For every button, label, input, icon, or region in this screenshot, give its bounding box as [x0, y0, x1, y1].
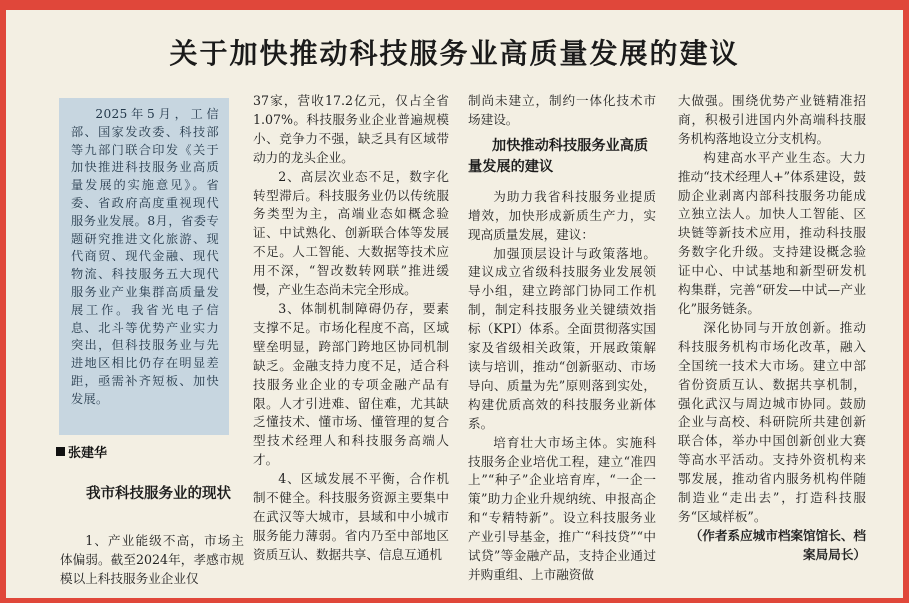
square-bullet-icon: [56, 447, 65, 456]
paragraph: 3、体制机制障碍仍存，要素支撑不足。市场化程度不高，区域壁垒明显，跨部门跨地区协同机制缺乏。金融支持力度不足，适合科技服务业企业的专项金融产品有限。人才引进难、留住难，尤其缺乏懂技术、懂市场、懂管理的复合型技术经理人和科技服务高端人才。: [253, 300, 449, 468]
column-4: [678, 92, 866, 565]
paragraph: 为助力我省科技服务业提质增效，加快形成新质生产力，实现高质量发展，建议：: [468, 188, 656, 242]
paragraph: 37家，营收17.2亿元，仅占全省1.07%。科技服务业企业普遍规模小、竞争力不强，缺乏具有区域带动力的龙头企业。: [253, 93, 449, 165]
author-name: 张建华: [68, 446, 108, 461]
paragraph: 构建高水平产业生态。大力推动“技术经理人+”体系建设，鼓励企业剥离内部科技服务功能成立独立法人。加快人工智能、区块链等新技术应用，推动科技服务数字化升级。支持建设概念验证中心、中试基地和新型研发机构集群，完善“研发—中试—产业化”服务链条。: [678, 149, 866, 316]
article-title: 关于加快推动科技服务业高质量发展的建议: [169, 37, 740, 70]
paragraph: 2、高层次业态不足，数字化转型滞后。科技服务业仍以传统服务类型为主，高端业态如概念验证、中试熟化、创新联合体等发展不足。人工智能、大数据等技术应用不深，“智改数转网联”推进缓慢，产业生态尚未完全形成。: [253, 168, 449, 298]
section-heading-suggestions: 加快推动科技服务业高质量发展的建议: [468, 137, 649, 175]
paragraph: 培育壮大市场主体。实施科技服务企业培优工程，建立“准四上”“种子”企业培育库，“一企一策”助力企业升规纳统、申报高企和“专精特新”。设立科技服务业产业引导基金，推广“科技贷”“中试贷”等金融产品，支持企业通过并购重组、上市融资做: [468, 434, 656, 582]
column-3: [468, 92, 656, 585]
paragraph: 加强顶层设计与政策落地。建议成立省级科技服务业发展领导小组，建立跨部门协同工作机制，制定科技服务业关键绩效指标（KPI）体系。全面贯彻落实国家及省级相关政策，开展政策解读与培训，推动“创新驱动、市场导向、质量为先”原则落到实处，构建优质高效的科技服务业新体系。: [468, 245, 656, 431]
paragraph: 深化协同与开放创新。推动科技服务机构市场化改革，融入全国统一技术大市场。建立中部省份资质互认、数据共享机制，强化武汉与周边城市协同。鼓励企业与高校、科研院所共建创新联合体，举办中国创新创业大赛等高水平活动。支持外资机构来鄂发展，推动省内服务机构伴随制造业“走出去”，打造科技服务“区域样板”。: [678, 319, 866, 524]
paragraph: 制尚未建立，制约一体化技术市场建设。: [468, 93, 656, 127]
paragraph: 4、区域发展不平衡，合作机制不健全。科技服务资源主要集中在武汉等大城市，县域和中小城市服务能力薄弱。省内乃至中部地区资质互认、数据共享、信息互通机: [253, 471, 449, 562]
editor-note-box: [59, 98, 229, 435]
section-heading-status: 我市科技服务业的现状: [86, 486, 231, 502]
column-1-tail: [60, 532, 244, 589]
newspaper-page: [6, 10, 903, 598]
author-byline: [56, 442, 107, 461]
author-signature: （作者系应城市档案馆馆长、档案局局长）: [689, 527, 866, 562]
paragraph: 1、产业能级不高，市场主体偏弱。截至2024年，孝感市规模以上科技服务业企业仅: [60, 533, 244, 586]
column-2: [253, 92, 449, 565]
paragraph: 大做强。围绕优势产业链精准招商，积极引进国内外高端科技服务机构落地设立分支机构。: [678, 93, 866, 146]
editor-note-text: 2025年5月，工信部、国家发改委、科技部等九部门联合印发《关于加快推进科技服务业高质量发展的实施意见》。省委、省政府高度重视现代服务业发展。8月，省委专题研究推进文化旅游、现代商贸、现代金融、现代物流、科技服务五大现代服务业产业集群高质量发展工作。我省光电子信息、北斗等优势产业实力突出，但科技服务业与先进地区相比仍存在明显差距，亟需补齐短板、加快发展。: [71, 107, 219, 406]
